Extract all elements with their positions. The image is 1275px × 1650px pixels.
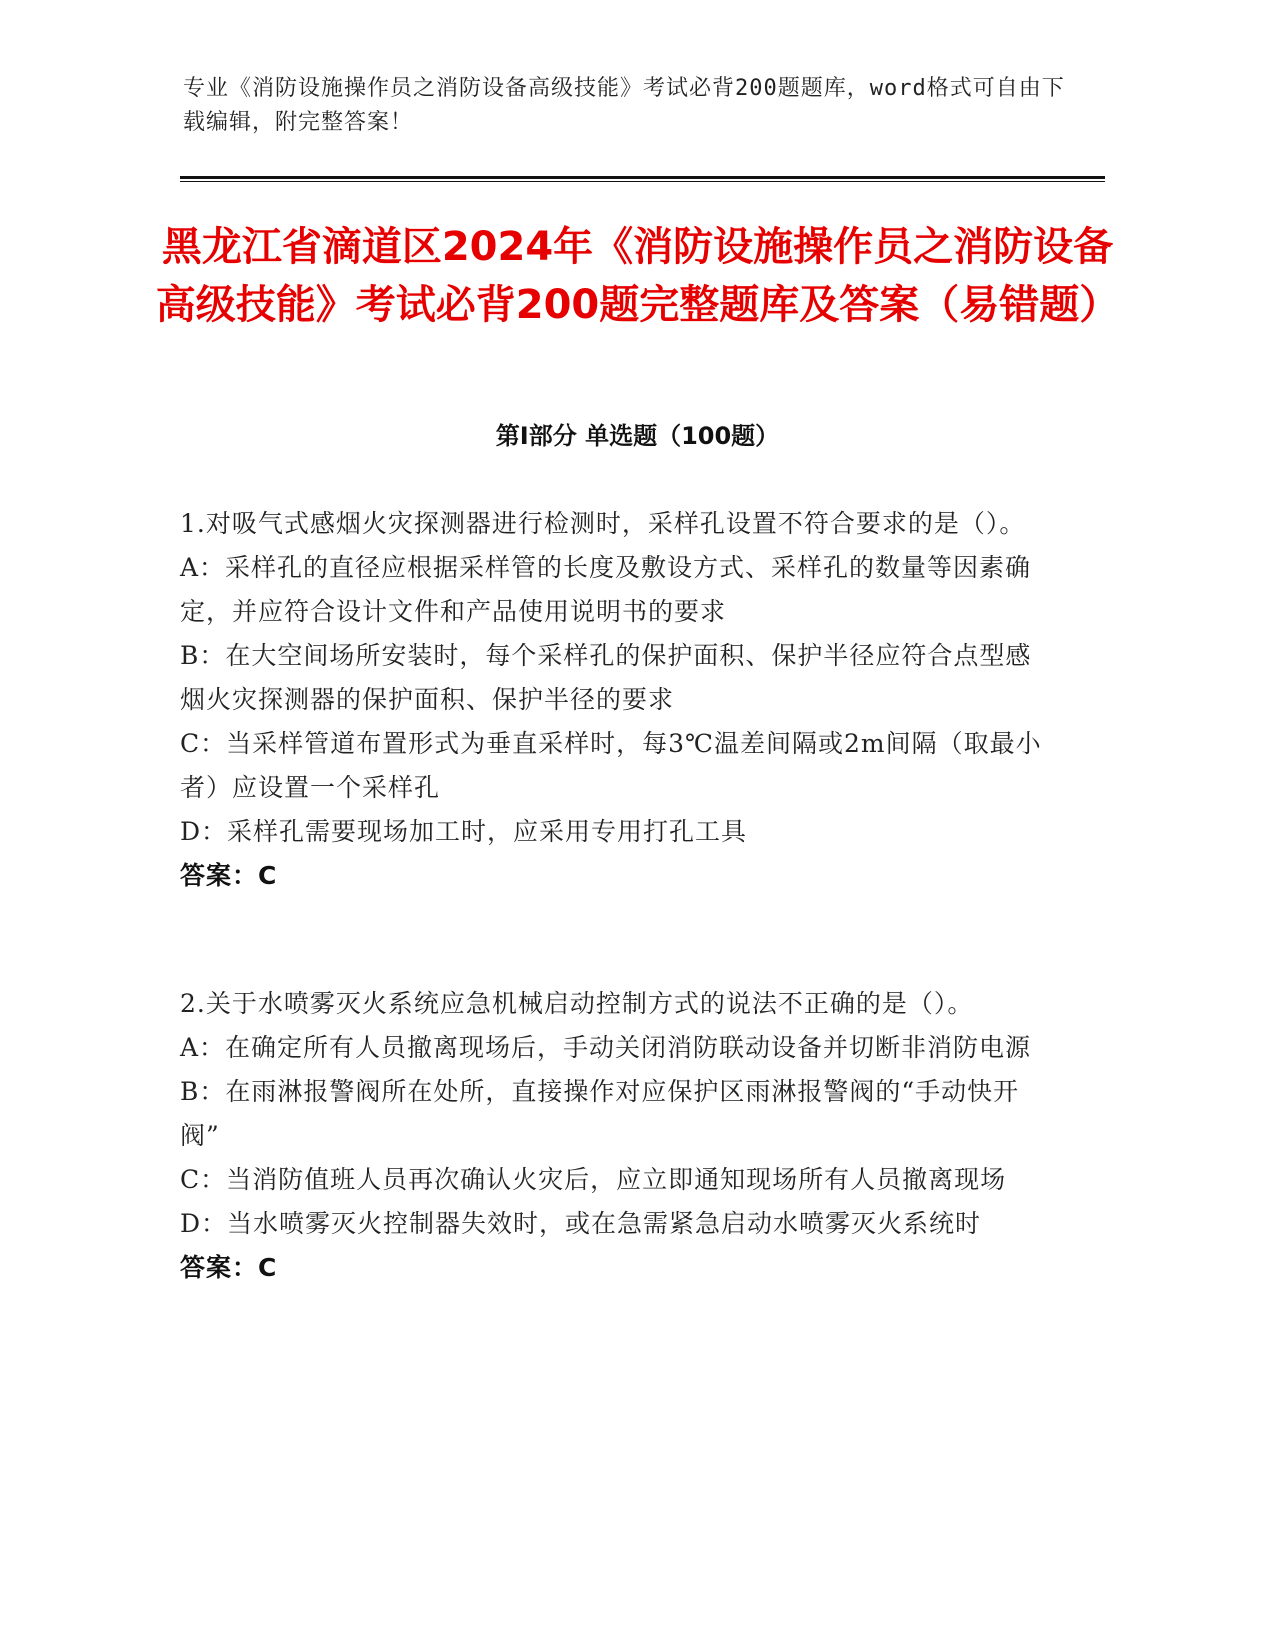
option-c: C：当消防值班人员再次确认火灾后，应立即通知现场所有人员撤离现场 bbox=[180, 1165, 1007, 1194]
option-a: A：在确定所有人员撤离现场后，手动关闭消防联动设备并切断非消防电源 bbox=[180, 1033, 1032, 1062]
header-note: 专业《消防设施操作员之消防设备高级技能》考试必背200题题库，word格式可自由下载编辑，附完整答案！ bbox=[183, 76, 1065, 135]
header-rule-thin bbox=[180, 181, 1105, 182]
option-b: B：在雨淋报警阀所在处所，直接操作对应保护区雨淋报警阀的“手动快开阀” bbox=[180, 1077, 1020, 1150]
option-a: A：采样孔的直径应根据采样管的长度及敷设方式、采样孔的数量等因素确定，并应符合设计文件和产品使用说明书的要求 bbox=[180, 553, 1032, 626]
option-b: B：在大空间场所安装时，每个采样孔的保护面积、保护半径应符合点型感烟火灾探测器的保护面积、保护半径的要求 bbox=[180, 641, 1032, 714]
answer: 答案：C bbox=[180, 1253, 278, 1282]
option-c: C：当采样管道布置形式为垂直采样时，每3℃温差间隔或2m间隔（取最小者）应设置一个采样孔 bbox=[180, 729, 1042, 802]
question-stem: 1.对吸气式感烟火灾探测器进行检测时，采样孔设置不符合要求的是（）。 bbox=[180, 509, 1026, 538]
page-title: 黑龙江省滴道区2024年《消防设施操作员之消防设备高级技能》考试必背200题完整题库及答案（易错题） bbox=[155, 224, 1120, 328]
option-d: D：当水喷雾灭火控制器失效时，或在急需紧急启动水喷雾灭火系统时 bbox=[180, 1209, 982, 1238]
question-2 bbox=[180, 982, 1045, 1290]
question-1 bbox=[180, 502, 1045, 898]
question-stem: 2.关于水喷雾灭火系统应急机械启动控制方式的说法不正确的是（）。 bbox=[180, 989, 974, 1018]
answer: 答案：C bbox=[180, 861, 278, 890]
section-heading: 第I部分 单选题（100题） bbox=[495, 422, 780, 450]
header-rule-thick bbox=[180, 176, 1105, 179]
option-d: D：采样孔需要现场加工时，应采用专用打孔工具 bbox=[180, 817, 748, 846]
